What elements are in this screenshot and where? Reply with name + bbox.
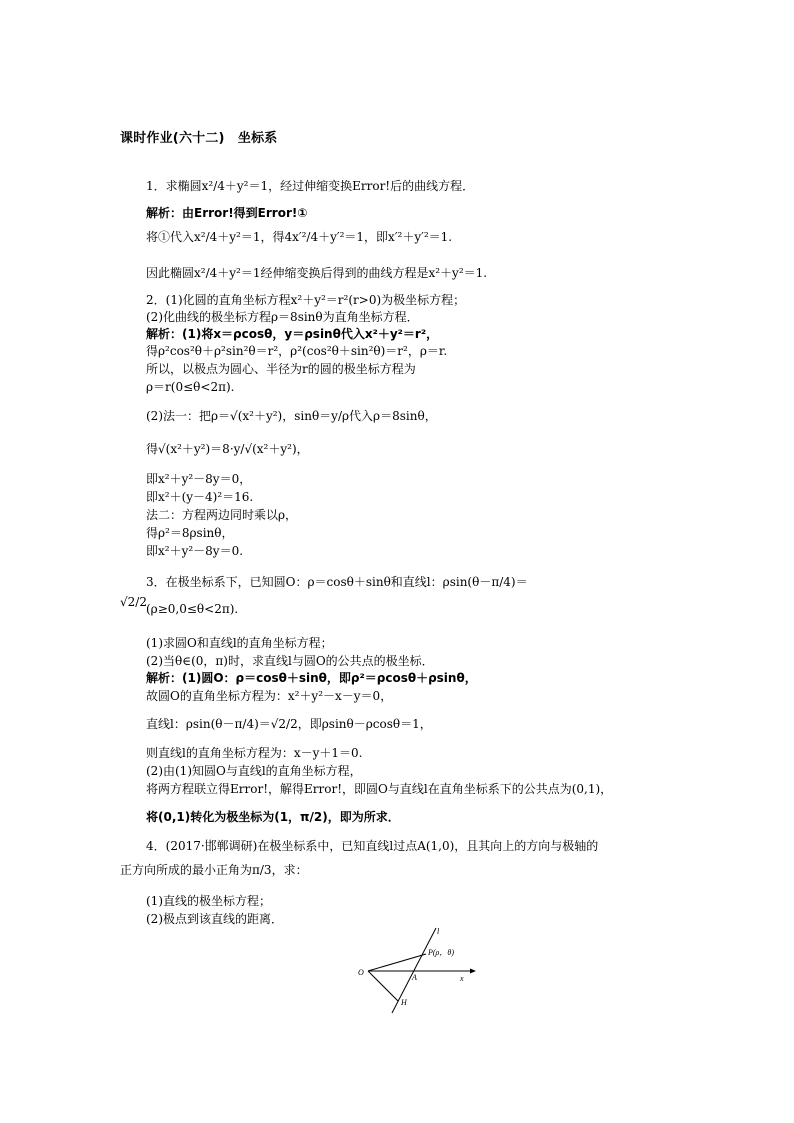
text-line: (2)当θ∈(0，π)时，求直线l与圆O的公共点的极坐标．: [146, 654, 434, 668]
text-line: (2)极点到该直线的距离．: [146, 912, 283, 926]
label-a: A: [412, 973, 417, 982]
text-line: (2)化曲线的极坐标方程ρ＝8sinθ为直角坐标方程．: [146, 310, 419, 324]
axis-arrow: [470, 969, 476, 974]
label-x: x: [460, 974, 464, 983]
text-line-wide: 正方向所成的最小正角为π/3，求：: [120, 863, 308, 877]
segment-op: [368, 954, 426, 971]
text-line: 得ρ²＝8ρsinθ，: [146, 526, 234, 540]
diagram-svg: [352, 924, 476, 1016]
text-line-wide: 将两方程联立得Error!，解得Error!，即圆O与直线l在直角坐标系下的公共点为(0,1)，: [146, 782, 613, 796]
text-line: (2)由(1)知圆O与直线l的直角坐标方程，: [146, 764, 362, 778]
text-line: 解析：(1)圆O：ρ＝cosθ＋sinθ，即ρ²＝ρcosθ＋ρsinθ，: [146, 671, 477, 685]
text-line: 故圆O的直角坐标方程为：x²＋y²－x－y＝0，: [146, 689, 393, 703]
label-l: l: [437, 927, 440, 936]
text-line: 将(0,1)转化为极坐标为(1，π/2)，即为所求．: [146, 810, 400, 824]
text-line: 直线l：ρsin(θ－π/4)＝√2/2，即ρsinθ－ρcosθ＝1，: [146, 717, 432, 731]
text-line: ρ＝r(0≤θ<2π).: [146, 380, 235, 394]
text-line: (2)法一：把ρ＝√(x²＋y²)，sinθ＝y/ρ代入ρ＝8sinθ，: [146, 409, 437, 423]
text-line: 法二：方程两边同时乘以ρ，: [146, 508, 298, 522]
segment-oh: [368, 971, 398, 1001]
text-line: (1)求圆O和直线l的直角坐标方程；: [146, 636, 333, 650]
text-line: 得ρ²cos²θ＋ρ²sin²θ＝r²，ρ²(cos²θ＋sin²θ)＝r²，ρ＝r.: [146, 344, 448, 358]
text-line: 因此椭圆x²/4＋y²＝1经伸缩变换后得到的曲线方程是x²＋y²＝1.: [146, 266, 488, 280]
text-line: 即x²＋y²－8y＝0.: [146, 544, 244, 558]
polar-diagram: [352, 924, 476, 1016]
text-line: 2．(1)化圆的直角坐标方程x²＋y²＝r²(r>0)为极坐标方程；: [146, 293, 466, 307]
label-o: O: [358, 968, 364, 977]
page-title: 课时作业(六十二) 坐标系: [120, 131, 278, 146]
text-line: (1)直线的极坐标方程；: [146, 894, 271, 908]
text-line: 则直线l的直角坐标方程为：x－y＋1＝0.: [146, 746, 363, 760]
text-line: 将①代入x²/4＋y²＝1，得4x′²/4＋y′²＝1，即x′²＋y′²＝1.: [146, 230, 453, 244]
label-p: P(ρ，θ): [428, 948, 454, 957]
label-h: H: [401, 998, 407, 1007]
sqrt-fragment: √2/2: [120, 595, 147, 609]
text-line: (ρ≥0,0≤θ<2π).: [146, 602, 239, 616]
text-line: 1．求椭圆x²/4＋y²＝1，经过伸缩变换Error!后的曲线方程．: [146, 179, 475, 193]
text-line-wide: 4．(2017·邯郸调研)在极坐标系中，已知直线l过点A(1,0)，且其向上的方向与极轴的: [146, 839, 599, 853]
text-line: 即x²＋y²－8y＝0，: [146, 472, 252, 486]
text-line: 解析：由Error!得到Error!①: [146, 206, 308, 220]
text-line: 即x²＋(y－4)²＝16.: [146, 490, 254, 504]
text-line: 解析：(1)将x＝ρcosθ，y＝ρsinθ代入x²＋y²＝r²，: [146, 327, 439, 341]
text-line-wide: 3．在极坐标系下，已知圆O：ρ＝cosθ＋sinθ和直线l：ρsin(θ－π/4)＝: [146, 575, 528, 589]
text-line: 所以，以极点为圆心、半径为r的圆的极坐标方程为: [146, 362, 416, 376]
text-line: 得√(x²＋y²)＝8·y/√(x²＋y²)，: [146, 442, 309, 456]
